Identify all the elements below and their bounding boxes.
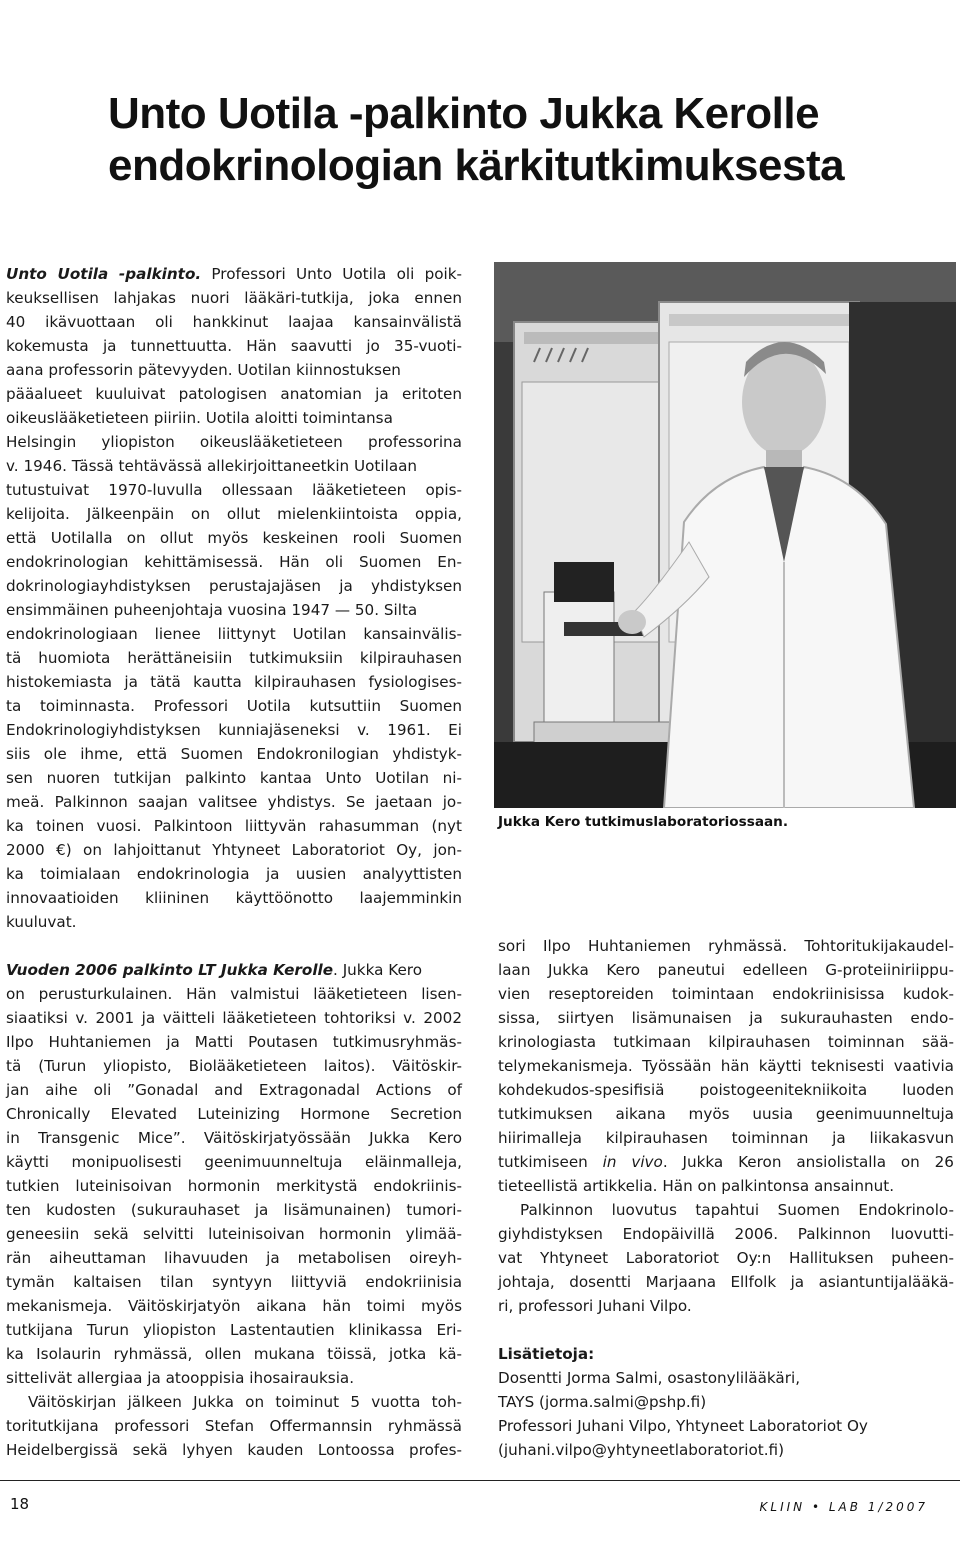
text-run: Unto Uotila -palkinto. <box>6 265 202 283</box>
text-line: ka toinen vuosi. Palkintoon liittyvän rahasumman (nyt <box>6 817 462 835</box>
text-line: ta toiminnasta. Professori Uotila kutsuttiin Suomen <box>6 697 462 715</box>
text-run: Lisätietoja: <box>498 1345 595 1363</box>
text-line: 2000 €) on lahjoittanut Yhtyneet Laboratoriot Oy, jon- <box>6 841 462 859</box>
text-line: sittelivät allergiaa ja atooppisia ihosairauksia. <box>6 1369 355 1387</box>
page-number: 18 <box>10 1495 30 1513</box>
text-line: oikeuslääketieteen piiriin. Uotila aloitti toimintansa <box>6 409 393 427</box>
right-text-column <box>498 934 954 1462</box>
text-line <box>498 1342 954 1366</box>
text-line: hiirimalleja kilpirauhasen toiminnan ja liikakasvun <box>498 1129 954 1147</box>
text-line: tä huomiota herättäneisiin tutkimuksiin kilpirauhasen <box>6 649 462 667</box>
text-line: käytti monipuolisesti geenimuunneltuja eläinmalleja, <box>6 1153 462 1171</box>
text-line: Palkinnon luovutus tapahtui Suomen Endokrinolo- <box>520 1201 954 1219</box>
footer-divider <box>0 1480 960 1481</box>
text-line: endokrinologiaan lienee liittynyt Uotilan kansainvälis- <box>6 625 462 643</box>
text-line: 40 ikävuottaan oli hankkinut laajaa kansainvälistä <box>6 313 462 331</box>
lab-photo-illustration <box>494 262 956 808</box>
text-line: kelijoita. Jälkeenpäin on ollut mielenkiintoista oppia, <box>6 505 462 523</box>
text-line: keuksellisen lahjakas nuori lääkäri-tutkija, joka ennen <box>6 289 462 307</box>
text-line: in Transgenic Mice”. Väitöskirjatyössään Jukka Kero <box>6 1129 462 1147</box>
text-line: tieteellistä artikkelia. Hän on palkintonsa ansainnut. <box>498 1177 895 1195</box>
text-line: krinologiasta tutkimaan kilpirauhasen toiminnan sää- <box>498 1033 954 1051</box>
text-line: giyhdistyksen Endopäivillä 2006. Palkinnon luovutti- <box>498 1225 954 1243</box>
text-line: telymekanismeja. Työssään hän käytti teknisesti vaativia <box>498 1057 954 1075</box>
text-line: Ilpo Huhtaniemen ja Matti Poutasen tutkimusryhmäs- <box>6 1033 462 1051</box>
text-run: . Jukka Kero <box>333 961 423 979</box>
text-line: sen nuoren tutkijan palkinto kantaa Unto Uotilan ni- <box>6 769 462 787</box>
text-line: johtaja, dosentti Marjaana Ellfolk ja asiantuntijalääkä- <box>498 1273 954 1291</box>
left-text-column <box>6 262 462 1462</box>
text-line <box>498 1150 954 1174</box>
text-line: Helsingin yliopiston oikeuslääketieteen professorina <box>6 433 462 451</box>
text-line: ri, professori Juhani Vilpo. <box>498 1297 692 1315</box>
text-line: tutkijana Turun yliopiston Lastentautien klinikassa Eri- <box>6 1321 462 1339</box>
text-line: tymän kaltaisen tilan syntyyn liittyviä endokriinisia <box>6 1273 462 1291</box>
text-line: sori Ilpo Huhtaniemen ryhmässä. Tohtoritukijakaudel- <box>498 937 954 955</box>
text-line: v. 1946. Tässä tehtävässä allekirjoittaneetkin Uotilaan <box>6 457 418 475</box>
article-title <box>108 88 908 192</box>
text-line: mekanismeja. Väitöskirjatyön aikana hän toimi myös <box>6 1297 462 1315</box>
text-line: Professori Juhani Vilpo, Yhtyneet Laboratoriot Oy <box>498 1417 868 1435</box>
text-line: kohdekudos-spesifisiä poistogeenitekniikoita luoden <box>498 1081 954 1099</box>
text-line: pääalueet kuuluivat patologisen anatomian ja eritoten <box>6 385 462 403</box>
text-line: ensimmäinen puheenjohtaja vuosina 1947 — 50. Silta <box>6 601 418 619</box>
text-line: tutkimuksen aikana myös uusia geenimuunneltuja <box>498 1105 954 1123</box>
text-line: siaatiksi v. 2001 ja väitteli lääketieteen tohtoriksi v. 2002 <box>6 1009 462 1027</box>
text-line: geneesiin sekä selvitti luteinisoivan hormonin ylimää- <box>6 1225 462 1243</box>
paragraph-gap <box>498 1318 954 1342</box>
text-line: ka Isolaurin ryhmässä, ollen mukana töissä, jotka kä- <box>6 1345 462 1363</box>
text-line: Väitöskirjan jälkeen Jukka on toiminut 5 vuotta toh- <box>28 1393 462 1411</box>
text-line: ka toimialaan endokrinologia ja uusien analyyttisten <box>6 865 462 883</box>
text-line: että Uotilalla on ollut myös keskeinen rooli Suomen <box>6 529 462 547</box>
text-line: tä (Turun yliopisto, Biolääketieteen laitos). Väitöskir- <box>6 1057 462 1075</box>
text-line: (juhani.vilpo@yhtyneetlaboratoriot.fi) <box>498 1441 785 1459</box>
text-line: jan aihe oli ”Gonadal and Extragonadal Actions of <box>6 1081 462 1099</box>
title-line-1: Unto Uotila -palkinto Jukka Kerolle <box>108 89 820 138</box>
text-line: Heidelbergissä sekä lyhyen kauden Lontoossa profes- <box>6 1441 462 1459</box>
text-run: . Jukka Keron ansiolistalla on 26 <box>662 1153 954 1171</box>
title-line-2: endokrinologian kärkitutkimuksesta <box>108 141 845 190</box>
text-line: dokrinologiayhdistyksen perustajajäsen ja yhdistyksen <box>6 577 462 595</box>
text-line <box>6 262 462 286</box>
text-run: Vuoden 2006 palkinto LT Jukka Kerolle <box>6 961 334 979</box>
text-run: tutkimiseen <box>498 1153 603 1171</box>
text-line: Chronically Elevated Luteinizing Hormone Secretion <box>6 1105 462 1123</box>
text-line: Endokrinologiyhdistyksen kunniajäseneksi v. 1961. Ei <box>6 721 462 739</box>
text-line: laan Jukka Kero paneutui edelleen G-proteiiniriippu- <box>498 961 954 979</box>
paragraph-gap <box>6 934 462 958</box>
text-line: siis ole ihme, että Suomen Endokronilogian yhdistyk- <box>6 745 462 763</box>
text-line: kuuluvat. <box>6 913 77 931</box>
text-line: histokemiasta ja tätä kautta kilpirauhasen fysiologises- <box>6 673 462 691</box>
text-line: ten kudosten (sukurauhaset ja lisämunainen) tumori- <box>6 1201 462 1219</box>
text-line: Dosentti Jorma Salmi, osastonylilääkäri, <box>498 1369 801 1387</box>
text-line: tutustuivat 1970-luvulla ollessaan lääketieteen opis- <box>6 481 462 499</box>
text-line: sissa, siirtyen lisämunaisen ja sukurauhasten endo- <box>498 1009 954 1027</box>
text-line: toritutkijana professori Stefan Offermannsin ryhmässä <box>6 1417 462 1435</box>
text-line: endokrinologian kehittämisessä. Hän oli Suomen En- <box>6 553 462 571</box>
text-line: vien reseptoreiden toimintaan endokriinisissa kudok- <box>498 985 954 1003</box>
text-line: rän aiheuttaman lihavuuden ja metabolisen oireyh- <box>6 1249 462 1267</box>
text-run: Professori Unto Uotila oli poik- <box>201 265 463 283</box>
text-line: vat Yhtyneet Laboratoriot Oy:n Hallituksen puheen- <box>498 1249 954 1267</box>
text-line: innovaatioiden kliininen käyttöönotto laajemminkin <box>6 889 462 907</box>
text-run: in vivo <box>602 1153 663 1171</box>
text-line: TAYS (jorma.salmi@pshp.fi) <box>498 1393 707 1411</box>
text-line: on perusturkulainen. Hän valmistui lääketieteen lisen- <box>6 985 462 1003</box>
photo-caption: Jukka Kero tutkimuslaboratoriossaan. <box>498 814 789 830</box>
text-line <box>6 958 462 982</box>
researcher-photo <box>494 262 956 808</box>
text-line: tutkien luteinisoivan hormonin merkitystä endokriinis- <box>6 1177 462 1195</box>
journal-footer: KLIIN • LAB 1/2007 <box>759 1500 928 1514</box>
text-line: kokemusta ja tunnettuutta. Hän saavutti jo 35-vuoti- <box>6 337 462 355</box>
text-line: meä. Palkinnon saajan valitsee yhdistys. Se jaetaan jo- <box>6 793 462 811</box>
text-line: aana professorin pätevyyden. Uotilan kiinnostuksen <box>6 361 401 379</box>
